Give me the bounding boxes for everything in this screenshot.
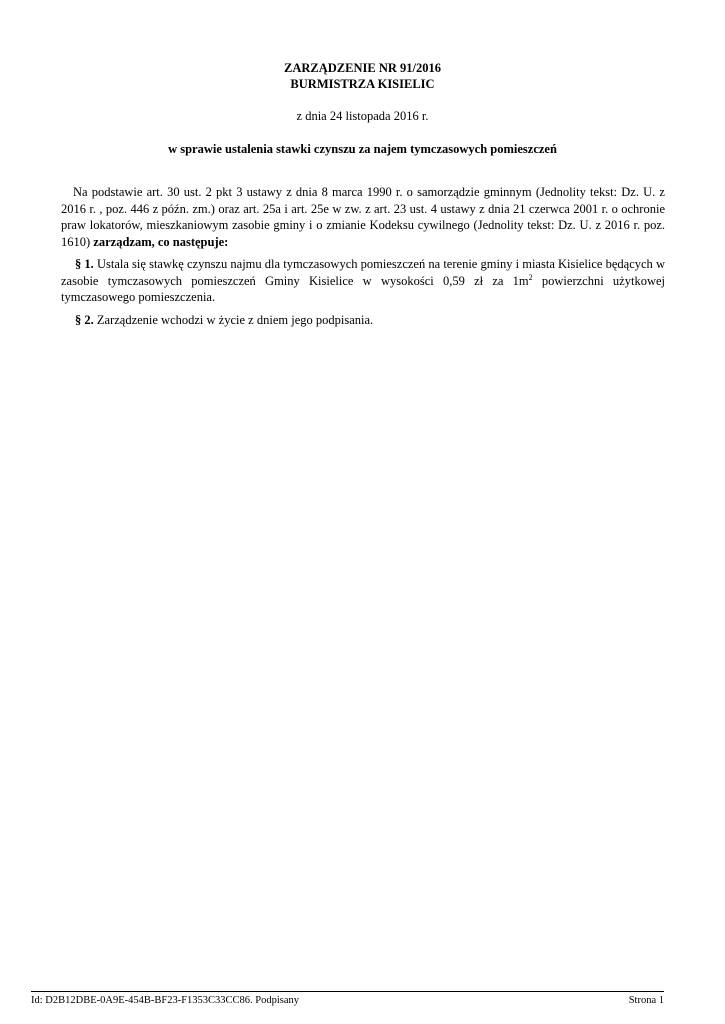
document-title [0, 60, 725, 92]
footer-document-id: Id: D2B12DBE-0A9E-454B-BF23-F1353C33CC86. Podpisany [31, 995, 300, 1006]
footer-page-number: Strona 1 [628, 995, 664, 1006]
title-line-1: ZARZĄDZENIE NR 91/2016 [284, 61, 441, 75]
section-2-label: § 2. [75, 312, 94, 327]
preamble-paragraph [61, 184, 665, 250]
section-2-paragraph [61, 312, 665, 329]
section-1-text-before: Ustala się stawkę czynszu najmu dla tymczasowych pomieszczeń na terenie gminy i miasta Kisielice będących w zasobie tymczasowych pomieszczeń Gminy Kisielice w wysokości 0,59 zł za 1m [61, 257, 666, 288]
footer-divider [31, 991, 664, 992]
preamble-text: Na podstawie art. 30 ust. 2 pkt 3 ustawy z dnia 8 marca 1990 r. o samorządzie gminnym (Jednolity tekst: Dz. U. z 2016 r. , poz. 446 z późn. zm.) oraz art. 25a i art. 25e w zw. z art. 23 ust. 4 ustawy z dnia 21 czerwca 2001 r. o ochronie praw lokatorów, mieszkaniowym zasobie gminy i o zmianie Kodeksu cywilnego (Jednolity tekst: Dz. U. z 2016 r. poz. 1610) [61, 185, 665, 249]
document-subject: w sprawie ustalenia stawki czynszu za najem tymczasowych pomieszczeń [168, 142, 557, 156]
document-body [61, 184, 665, 334]
title-line-2: BURMISTRZA KISIELIC [290, 77, 435, 91]
section-2-text: Zarządzenie wchodzi w życie z dniem jego podpisania. [93, 312, 374, 327]
section-1-text-after: powierzchni użytkowej tymczasowego pomieszczenia. [61, 273, 665, 304]
document-date: z dnia 24 listopada 2016 r. [296, 109, 429, 123]
preamble-decree: zarządzam, co następuje: [93, 234, 229, 249]
section-1-label: § 1. [75, 257, 94, 271]
section-1-paragraph [61, 256, 665, 306]
section-1-superscript: 2 [528, 272, 533, 282]
